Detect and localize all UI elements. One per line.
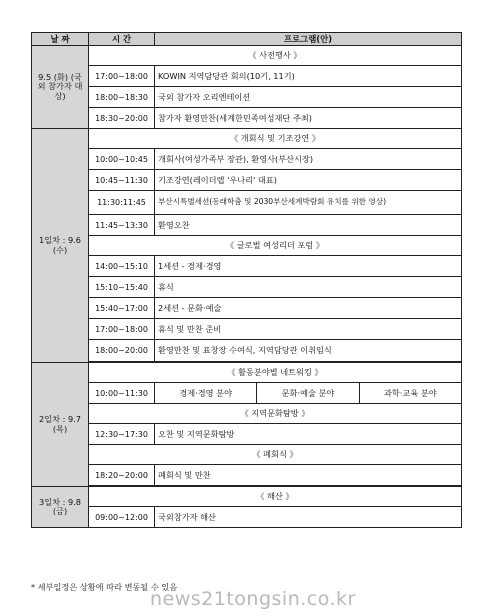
fields-cell (155, 383, 462, 404)
section-title: 《 개회식 및 기조강연 》 (89, 129, 462, 149)
section-row (32, 404, 462, 424)
field-economy: 경제·경영 분야 (179, 388, 232, 398)
time-cell: 10:00~10:45 (89, 149, 155, 170)
program-cell: 기조강연(레이더랩 '우나리' 대표) (155, 170, 462, 191)
time-cell: 14:00~15:10 (89, 256, 155, 277)
schedule-row (32, 424, 462, 445)
section-title: 《 사전행사 》 (89, 46, 462, 66)
schedule-row (32, 108, 462, 129)
section-title: 《 해산 》 (89, 487, 462, 507)
schedule-row (32, 66, 462, 87)
header-row (32, 33, 462, 46)
program-cell: 휴식 (155, 277, 462, 298)
day-label: 3일차 : 9.8 (금) (32, 487, 89, 528)
field-culture: 문화·예술 분야 (256, 383, 358, 403)
day-label: 2일차 : 9.7 (목) (32, 363, 89, 487)
schedule-row (32, 383, 462, 404)
footnote: * 세부일정은 상황에 따라 변동될 수 있음 (31, 582, 178, 592)
time-cell: 18:30~20:00 (89, 108, 155, 129)
schedule-row (32, 298, 462, 319)
program-cell: 참가자 환영만찬(세계한민족여성재단 주최) (155, 108, 462, 129)
program-cell: 오찬 및 지역문화탐방 (155, 424, 462, 445)
section-row (32, 236, 462, 256)
time-cell: 10:00~11:30 (89, 383, 155, 404)
program-cell: 환영오찬 (155, 215, 462, 236)
program-header: 프로그램(안) (155, 33, 462, 46)
time-cell: 11:45~13:30 (89, 215, 155, 236)
section-row (32, 129, 462, 149)
time-cell: 18:00~20:00 (89, 340, 155, 362)
program-cell: 2세션 - 문화·예술 (155, 298, 462, 319)
time-cell: 15:40~17:00 (89, 298, 155, 319)
time-cell: 18:20~20:00 (89, 465, 155, 486)
day-label: 9.5 (화) (국외 참가자 대상) (32, 46, 89, 129)
schedule-row (32, 465, 462, 486)
section-title: 《 폐회식 》 (89, 445, 462, 465)
time-cell: 17:00~18:00 (89, 319, 155, 340)
program-cell: 1세션 - 경제·경영 (155, 256, 462, 277)
time-header: 시 간 (89, 33, 155, 46)
schedule-row (32, 170, 462, 191)
schedule-row (32, 340, 462, 362)
program-cell: 폐회식 및 만찬 (155, 465, 462, 486)
program-cell: 개회사(여성가족부 장관), 환영사(부산시장) (155, 149, 462, 170)
section-title: 《 활동분야별 네트워킹 》 (89, 363, 462, 383)
program-cell: 휴식 및 만찬 준비 (155, 319, 462, 340)
schedule-row (32, 215, 462, 236)
program-cell: 국외 참가자 오리엔테이션 (155, 87, 462, 108)
program-cell: 부산시특별세션(동래학춤 및 2030부산세계박람회 유치를 위한 영상) (155, 191, 462, 215)
program-cell: 국외참가자 해산 (155, 507, 462, 528)
schedule-row (32, 507, 462, 528)
section-title: 《 지역문화탐방 》 (89, 404, 462, 424)
time-cell: 10:45~11:30 (89, 170, 155, 191)
time-cell: 12:30~17:30 (89, 424, 155, 445)
schedule-row (32, 191, 462, 215)
time-cell: 18:00~18:30 (89, 87, 155, 108)
section-row (32, 46, 462, 66)
section-row (32, 363, 462, 383)
schedule-row (32, 319, 462, 340)
time-cell: 15:10~15:40 (89, 277, 155, 298)
time-cell: 17:00~18:00 (89, 66, 155, 87)
section-row (32, 445, 462, 465)
schedule-row (32, 277, 462, 298)
time-cell: 09:00~12:00 (89, 507, 155, 528)
program-cell: KOWIN 지역담당관 회의(10기, 11기) (155, 66, 462, 87)
schedule-row (32, 256, 462, 277)
time-cell: 11:30:11:45 (89, 191, 155, 215)
section-title: 《 글로벌 여성리더 포럼 》 (89, 236, 462, 256)
schedule-table (31, 32, 462, 528)
day-label: 1일차 : 9.6 (수) (32, 129, 89, 363)
program-cell: 환영만찬 및 표창장 수여식, 지역담당관 이취임식 (155, 340, 462, 362)
schedule-row (32, 149, 462, 170)
field-science: 과학·교육 분야 (359, 383, 461, 403)
date-header: 날 짜 (32, 33, 89, 46)
section-row (32, 487, 462, 507)
schedule-row (32, 87, 462, 108)
watermark: news21tongsin.co.kr (150, 588, 356, 610)
